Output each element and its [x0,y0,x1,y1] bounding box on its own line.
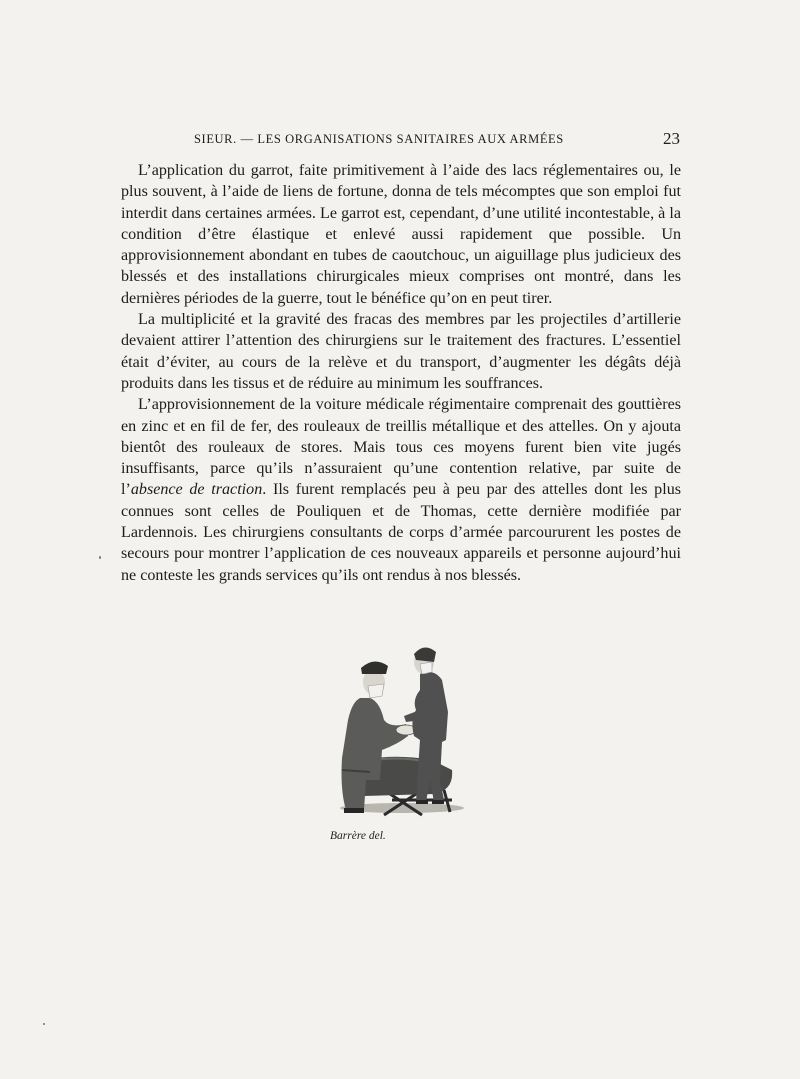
print-speck [99,556,101,559]
figure-caption: Barrère del. [330,830,386,842]
body-text [121,160,681,586]
print-speck [43,1023,45,1025]
paragraph-text-before: L’approvisionnement de la voiture médicale régimentaire comprenait des gouttières en zinc et en fil de fer, des rouleaux de treillis métallique et des attelles. On y ajouta bientôt des rouleaux de stores. Mais tous ces moyens furent bien vite jugés insuffisants, parce qu’ils n’assuraient qu’une contention relative, par suite de l’ [121,396,681,499]
paragraph-text-after: . Ils furent remplacés peu à peu par des attelles dont les plus connues sont celles de Pouliquen et de Thomas, cette dernière modifiée par Lardennois. Les chirurgiens consultants de corps d’armée parcoururent les postes de secours pour montrer l’application de ces nouveaux appareils et personne aujourd’hui ne conteste les grands services qu’ils ont rendus à nos blessés. [121,481,682,584]
paragraph-fractures: La multiplicité et la gravité des fracas des membres par les projectiles d’artillerie devaient attirer l’attention des chirurgiens sur le traitement des fractures. L’essentiel était d’éviter, au cours de la relève et du transport, d’augmenter les dégâts déjà produits dans les tissus et de réduire au minimum les souffrances. [121,311,681,392]
left-surgeon-cap [361,661,388,674]
running-title: SIEUR. — LES ORGANISATIONS SANITAIRES AUX ARMÉES [194,132,564,146]
paragraph-approvisionnement [121,394,681,586]
illustration-surgeons-at-stretcher [324,640,474,820]
paragraph-emphasis: absence de traction [130,481,263,499]
page-number: 23 [663,129,680,148]
right-surgeon-cap [414,647,436,662]
running-head [120,129,680,152]
paragraph-garrot: L’application du garrot, faite primitivement à l’aide des lacs réglementaires ou, le plus souvent, à l’aide de liens de fortune, donna de tels mécomptes que son emploi fut interdit dans certaines armées. Le garrot est, cependant, d’une utilité incontestable, à la condition d’être élastique et enlevé aussi rapidement que possible. Un approvisionnement abondant en tubes de caoutchouc, un aiguillage plus judicieux des blessés et des installations chirurgicales mieux comprises ont montré, dans les dernières périodes de la guerre, tout le bénéfice qu’on en peut tirer. [121,162,681,307]
